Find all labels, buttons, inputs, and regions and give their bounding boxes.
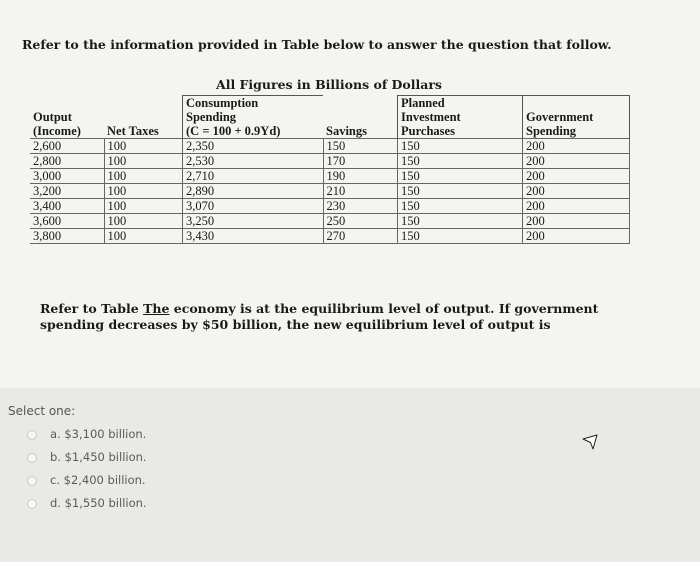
table-cell: 3,430	[183, 229, 324, 244]
table-row	[30, 139, 630, 154]
table-cell: 200	[523, 184, 630, 199]
header-consumption	[183, 96, 324, 139]
header-investment-line3: Purchases	[401, 124, 455, 138]
header-consumption-line3: (C = 100 + 0.9Yd)	[186, 124, 281, 138]
table-cell: 150	[323, 139, 398, 154]
table-cell: 200	[523, 229, 630, 244]
question-instruction: Refer to the information provided in Table below to answer the question that follow.	[22, 37, 612, 52]
table-cell: 200	[523, 139, 630, 154]
table-cell: 100	[104, 169, 183, 184]
radio-button-b[interactable]	[27, 453, 37, 463]
table-cell: 170	[323, 154, 398, 169]
table-body	[30, 139, 630, 244]
radio-button-c[interactable]	[27, 476, 37, 486]
table-cell: 100	[104, 199, 183, 214]
header-investment-line1: Planned	[401, 96, 445, 110]
answer-option-c[interactable]	[0, 473, 300, 493]
table-cell: 150	[398, 169, 523, 184]
table-cell: 3,200	[30, 184, 104, 199]
table-cell: 150	[398, 229, 523, 244]
question-text-prefix: Refer to Table	[40, 301, 144, 316]
table-cell: 150	[398, 214, 523, 229]
table-cell: 270	[323, 229, 398, 244]
table-cell: 3,400	[30, 199, 104, 214]
table-title: All Figures in Billions of Dollars	[216, 77, 442, 92]
table-cell: 200	[523, 169, 630, 184]
table-cell: 210	[323, 184, 398, 199]
mouse-cursor-icon	[582, 434, 598, 450]
header-consumption-line1: Consumption	[186, 96, 259, 110]
header-savings-line1: Savings	[326, 124, 367, 138]
header-output	[30, 96, 104, 139]
header-output-line2: (Income)	[33, 124, 81, 138]
table-cell: 3,600	[30, 214, 104, 229]
table-cell: 2,600	[30, 139, 104, 154]
economy-data-table	[30, 95, 630, 244]
table-cell: 150	[398, 199, 523, 214]
table-cell: 3,070	[183, 199, 324, 214]
table-cell: 150	[398, 139, 523, 154]
table-cell: 2,890	[183, 184, 324, 199]
question-text-body: economy is at the equilibrium level of output. If government spending decreases by $50 billion, the new equilibrium level of output is	[40, 301, 599, 332]
table-row	[30, 169, 630, 184]
answer-option-d-label: d. $1,550 billion.	[50, 496, 147, 510]
table-cell: 3,800	[30, 229, 104, 244]
header-investment-line2: Investment	[401, 110, 461, 124]
table-cell: 200	[523, 154, 630, 169]
header-government	[523, 96, 630, 139]
table-cell: 190	[323, 169, 398, 184]
table-cell: 2,710	[183, 169, 324, 184]
answer-option-b[interactable]	[0, 450, 300, 470]
table-cell: 150	[398, 154, 523, 169]
answer-option-a[interactable]	[0, 427, 300, 447]
table-row	[30, 154, 630, 169]
header-investment	[398, 96, 523, 139]
answer-area	[0, 396, 700, 562]
table-cell: 230	[323, 199, 398, 214]
table-cell: 100	[104, 154, 183, 169]
table-cell: 150	[398, 184, 523, 199]
answer-option-a-label: a. $3,100 billion.	[50, 427, 147, 441]
question-text	[40, 301, 640, 333]
table-cell: 100	[104, 229, 183, 244]
question-text-underlined: The	[143, 301, 170, 316]
radio-button-a[interactable]	[27, 430, 37, 440]
table-row	[30, 184, 630, 199]
answer-option-b-label: b. $1,450 billion.	[50, 450, 147, 464]
answer-option-c-label: c. $2,400 billion.	[50, 473, 146, 487]
table-row	[30, 214, 630, 229]
table-cell: 3,250	[183, 214, 324, 229]
table-cell: 250	[323, 214, 398, 229]
answer-option-d[interactable]	[0, 496, 300, 516]
table-cell: 200	[523, 199, 630, 214]
table-cell: 3,000	[30, 169, 104, 184]
header-government-line1: Government	[526, 110, 594, 124]
table-cell: 2,350	[183, 139, 324, 154]
header-savings	[323, 96, 398, 139]
table-cell: 200	[523, 214, 630, 229]
select-one-label: Select one:	[8, 404, 76, 418]
table-cell: 100	[104, 214, 183, 229]
table-header-row	[30, 96, 630, 139]
table-cell: 2,800	[30, 154, 104, 169]
radio-button-d[interactable]	[27, 499, 37, 509]
header-net-taxes	[104, 96, 183, 139]
table-row	[30, 229, 630, 244]
header-net-taxes-line1: Net Taxes	[107, 124, 159, 138]
header-output-line1: Output	[33, 110, 72, 124]
header-government-line2: Spending	[526, 124, 577, 138]
table-cell: 100	[104, 184, 183, 199]
table-row	[30, 199, 630, 214]
table-cell: 100	[104, 139, 183, 154]
header-consumption-line2: Spending	[186, 110, 237, 124]
table-cell: 2,530	[183, 154, 324, 169]
